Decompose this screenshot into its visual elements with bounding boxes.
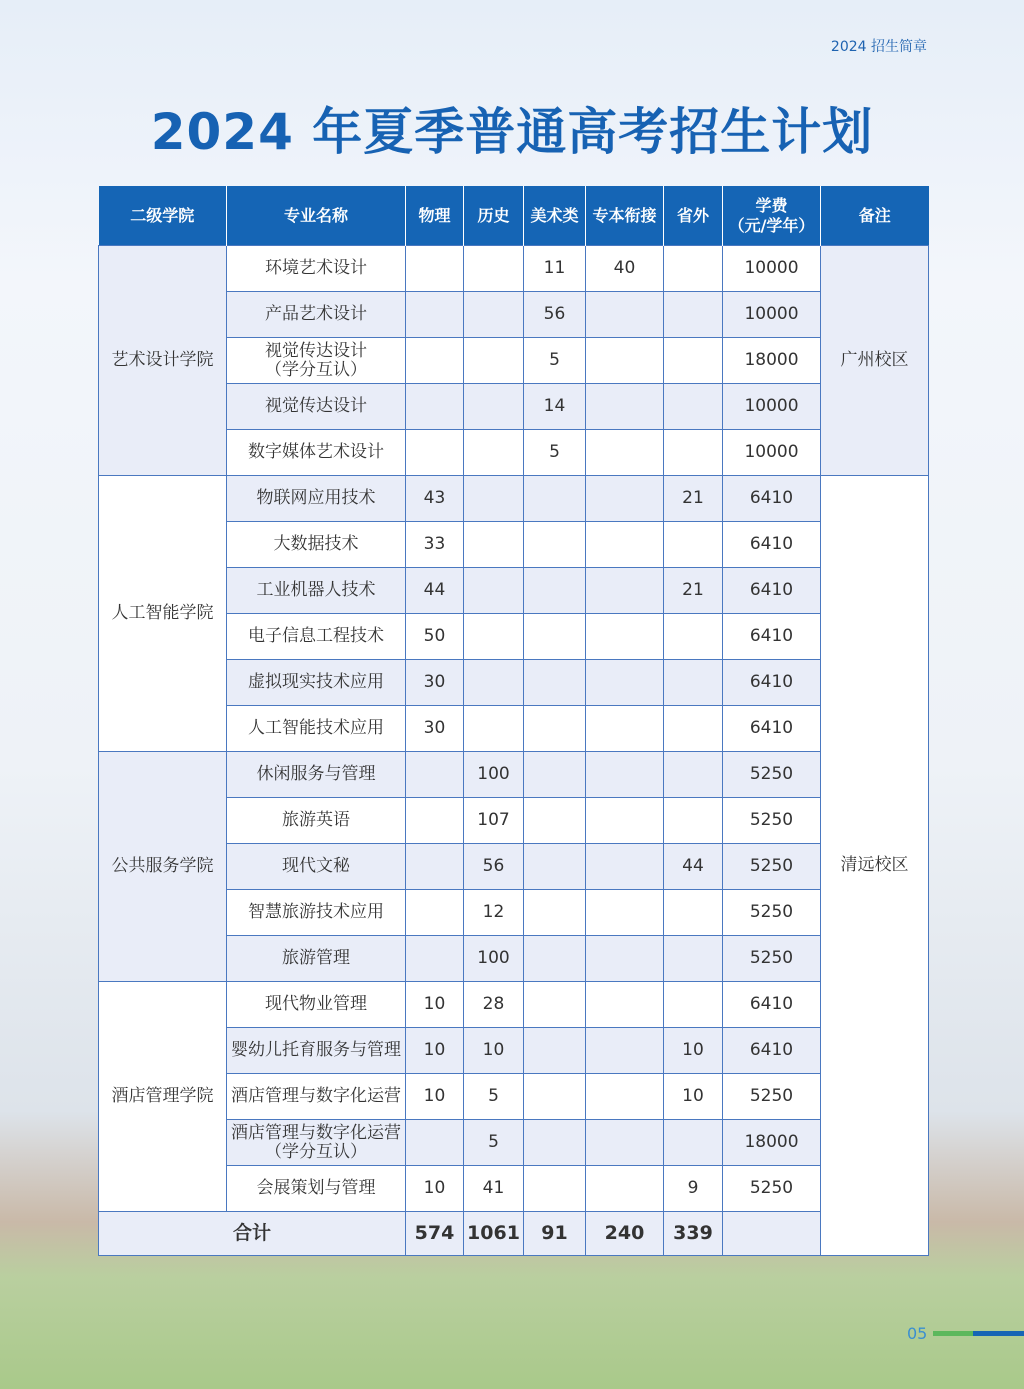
value-cell <box>664 384 723 430</box>
value-cell <box>524 476 586 522</box>
value-cell <box>524 890 586 936</box>
total-value: 91 <box>524 1212 586 1256</box>
value-cell <box>524 706 586 752</box>
value-cell: 10000 <box>723 430 821 476</box>
value-cell <box>406 890 464 936</box>
value-cell: 28 <box>464 982 524 1028</box>
value-cell: 56 <box>464 844 524 890</box>
value-cell: 33 <box>406 522 464 568</box>
value-cell <box>524 982 586 1028</box>
value-cell <box>664 1120 723 1166</box>
page-number: 05 <box>907 1324 928 1343</box>
college-cell: 公共服务学院 <box>99 752 227 982</box>
value-cell: 30 <box>406 706 464 752</box>
value-cell: 10 <box>406 1166 464 1212</box>
value-cell <box>464 292 524 338</box>
major-name: 人工智能技术应用 <box>227 706 406 752</box>
value-cell <box>406 430 464 476</box>
value-cell: 5250 <box>723 1166 821 1212</box>
value-cell <box>664 338 723 384</box>
table-row <box>99 476 929 522</box>
value-cell: 5250 <box>723 798 821 844</box>
value-cell: 10000 <box>723 384 821 430</box>
value-cell: 5250 <box>723 844 821 890</box>
value-cell <box>406 844 464 890</box>
value-cell <box>464 246 524 292</box>
value-cell: 5 <box>464 1120 524 1166</box>
value-cell <box>664 660 723 706</box>
value-cell <box>586 1028 664 1074</box>
value-cell <box>464 384 524 430</box>
value-cell <box>586 384 664 430</box>
value-cell: 10000 <box>723 246 821 292</box>
value-cell: 6410 <box>723 660 821 706</box>
value-cell <box>464 568 524 614</box>
value-cell <box>464 706 524 752</box>
value-cell <box>406 338 464 384</box>
value-cell <box>524 660 586 706</box>
column-header: 历史 <box>464 186 524 246</box>
major-name: 会展策划与管理 <box>227 1166 406 1212</box>
remark-cell: 广州校区 <box>821 246 929 476</box>
table-row <box>99 752 929 798</box>
value-cell <box>586 798 664 844</box>
total-value: 240 <box>586 1212 664 1256</box>
major-name: 电子信息工程技术 <box>227 614 406 660</box>
decor-bar-blue <box>973 1331 1024 1336</box>
value-cell <box>586 476 664 522</box>
value-cell <box>406 936 464 982</box>
value-cell: 43 <box>406 476 464 522</box>
major-name: 产品艺术设计 <box>227 292 406 338</box>
value-cell <box>586 1166 664 1212</box>
value-cell: 10 <box>406 1074 464 1120</box>
column-header: 省外 <box>664 186 723 246</box>
value-cell: 21 <box>664 568 723 614</box>
value-cell <box>406 292 464 338</box>
value-cell: 41 <box>464 1166 524 1212</box>
column-header: 物理 <box>406 186 464 246</box>
value-cell <box>664 798 723 844</box>
value-cell: 56 <box>524 292 586 338</box>
value-cell <box>664 752 723 798</box>
value-cell <box>524 1028 586 1074</box>
major-name: 旅游英语 <box>227 798 406 844</box>
total-value: 339 <box>664 1212 723 1256</box>
value-cell <box>524 614 586 660</box>
total-label: 合计 <box>99 1212 406 1256</box>
value-cell <box>586 706 664 752</box>
value-cell <box>664 430 723 476</box>
value-cell <box>524 798 586 844</box>
major-name: 大数据技术 <box>227 522 406 568</box>
table-row <box>99 982 929 1028</box>
value-cell <box>586 522 664 568</box>
college-cell: 酒店管理学院 <box>99 982 227 1212</box>
major-name: 数字媒体艺术设计 <box>227 430 406 476</box>
value-cell <box>586 844 664 890</box>
value-cell: 50 <box>406 614 464 660</box>
value-cell <box>464 476 524 522</box>
value-cell <box>664 246 723 292</box>
major-name: 现代文秘 <box>227 844 406 890</box>
value-cell: 6410 <box>723 614 821 660</box>
value-cell: 107 <box>464 798 524 844</box>
major-name: 视觉传达设计 <box>227 384 406 430</box>
major-name: 虚拟现实技术应用 <box>227 660 406 706</box>
column-header: 备注 <box>821 186 929 246</box>
value-cell <box>586 1120 664 1166</box>
value-cell: 10 <box>664 1028 723 1074</box>
value-cell: 100 <box>464 752 524 798</box>
value-cell <box>664 522 723 568</box>
value-cell <box>586 890 664 936</box>
value-cell <box>586 292 664 338</box>
college-cell: 人工智能学院 <box>99 476 227 752</box>
major-name: 工业机器人技术 <box>227 568 406 614</box>
value-cell: 5 <box>524 338 586 384</box>
value-cell: 6410 <box>723 522 821 568</box>
value-cell: 18000 <box>723 1120 821 1166</box>
value-cell <box>586 338 664 384</box>
major-name: 旅游管理 <box>227 936 406 982</box>
value-cell <box>586 982 664 1028</box>
value-cell: 9 <box>664 1166 723 1212</box>
major-name: 视觉传达设计 （学分互认） <box>227 338 406 384</box>
total-value: 574 <box>406 1212 464 1256</box>
value-cell <box>664 936 723 982</box>
value-cell <box>524 568 586 614</box>
total-row <box>99 1212 929 1256</box>
value-cell: 5250 <box>723 1074 821 1120</box>
major-name: 智慧旅游技术应用 <box>227 890 406 936</box>
value-cell <box>586 752 664 798</box>
college-cell: 艺术设计学院 <box>99 246 227 476</box>
value-cell: 6410 <box>723 568 821 614</box>
brochure-label: 2024 招生简章 <box>830 39 927 55</box>
value-cell: 10000 <box>723 292 821 338</box>
value-cell: 10 <box>406 982 464 1028</box>
value-cell: 12 <box>464 890 524 936</box>
value-cell: 6410 <box>723 1028 821 1074</box>
value-cell <box>464 522 524 568</box>
value-cell <box>664 890 723 936</box>
value-cell <box>586 936 664 982</box>
page-title: 2024 年夏季普通高考招生计划 <box>150 103 874 161</box>
value-cell: 5250 <box>723 890 821 936</box>
value-cell: 21 <box>664 476 723 522</box>
major-name: 休闲服务与管理 <box>227 752 406 798</box>
value-cell <box>664 706 723 752</box>
value-cell: 6410 <box>723 476 821 522</box>
value-cell <box>406 246 464 292</box>
value-cell <box>664 292 723 338</box>
value-cell <box>464 614 524 660</box>
major-name: 酒店管理与数字化运营 （学分互认） <box>227 1120 406 1166</box>
value-cell: 5250 <box>723 752 821 798</box>
value-cell <box>524 522 586 568</box>
value-cell: 10 <box>464 1028 524 1074</box>
value-cell: 18000 <box>723 338 821 384</box>
decor-bar-green <box>933 1331 973 1336</box>
column-header: 学费 （元/学年） <box>723 186 821 246</box>
enrollment-plan-table <box>98 186 929 1256</box>
value-cell: 44 <box>406 568 464 614</box>
major-name: 婴幼儿托育服务与管理 <box>227 1028 406 1074</box>
value-cell: 44 <box>664 844 723 890</box>
value-cell <box>586 614 664 660</box>
value-cell: 100 <box>464 936 524 982</box>
total-value: 1061 <box>464 1212 524 1256</box>
value-cell <box>524 1120 586 1166</box>
value-cell <box>524 844 586 890</box>
total-value <box>723 1212 821 1256</box>
value-cell <box>524 1074 586 1120</box>
value-cell <box>586 1074 664 1120</box>
value-cell <box>406 1120 464 1166</box>
major-name: 环境艺术设计 <box>227 246 406 292</box>
table-row <box>99 246 929 292</box>
value-cell <box>524 936 586 982</box>
value-cell: 30 <box>406 660 464 706</box>
value-cell <box>406 798 464 844</box>
value-cell: 10 <box>664 1074 723 1120</box>
value-cell <box>586 568 664 614</box>
value-cell: 40 <box>586 246 664 292</box>
remark-cell: 清远校区 <box>821 476 929 1256</box>
value-cell: 5 <box>524 430 586 476</box>
value-cell <box>586 430 664 476</box>
major-name: 酒店管理与数字化运营 <box>227 1074 406 1120</box>
value-cell: 14 <box>524 384 586 430</box>
value-cell <box>464 430 524 476</box>
value-cell <box>664 614 723 660</box>
column-header: 专本衔接 <box>586 186 664 246</box>
value-cell: 5 <box>464 1074 524 1120</box>
major-name: 物联网应用技术 <box>227 476 406 522</box>
value-cell <box>664 982 723 1028</box>
value-cell: 11 <box>524 246 586 292</box>
value-cell <box>464 660 524 706</box>
value-cell <box>464 338 524 384</box>
value-cell: 6410 <box>723 982 821 1028</box>
value-cell: 6410 <box>723 706 821 752</box>
value-cell: 10 <box>406 1028 464 1074</box>
value-cell <box>524 1166 586 1212</box>
value-cell <box>406 752 464 798</box>
major-name: 现代物业管理 <box>227 982 406 1028</box>
column-header: 美术类 <box>524 186 586 246</box>
value-cell <box>524 752 586 798</box>
column-header: 二级学院 <box>99 186 227 246</box>
value-cell <box>406 384 464 430</box>
value-cell <box>586 660 664 706</box>
value-cell: 5250 <box>723 936 821 982</box>
column-header: 专业名称 <box>227 186 406 246</box>
